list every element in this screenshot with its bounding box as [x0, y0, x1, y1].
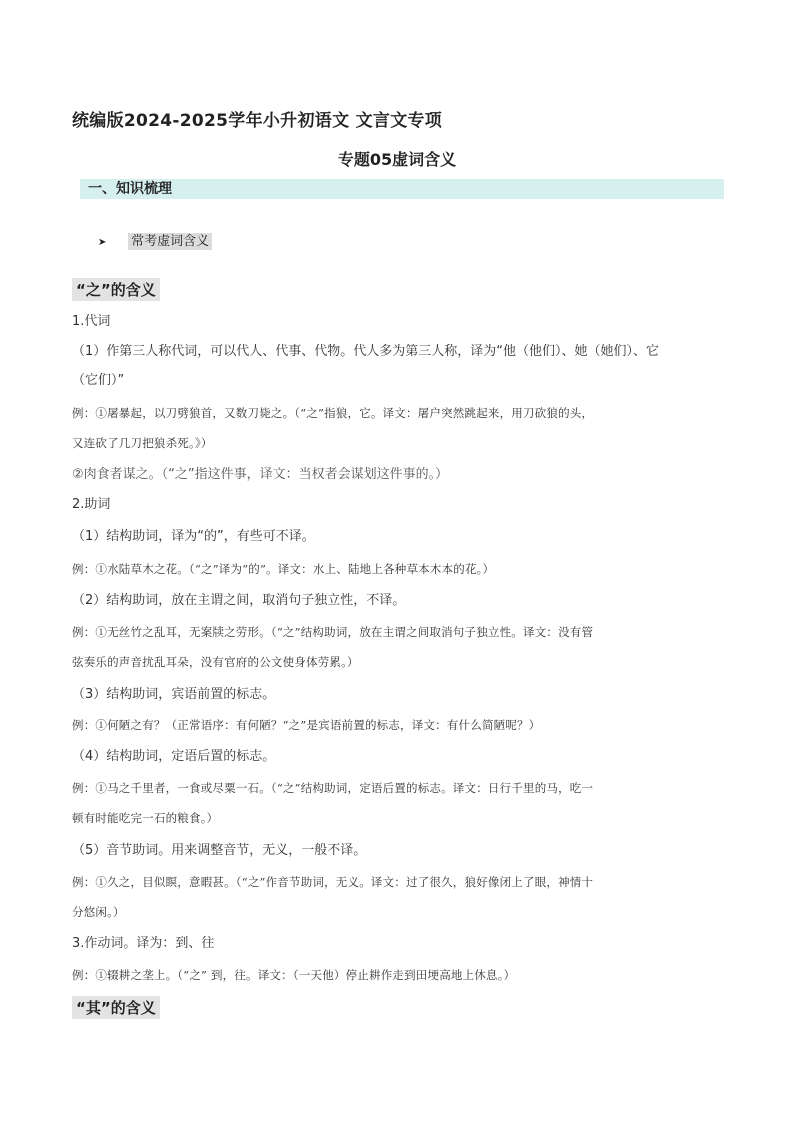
zhi-example-7a: 例：①久之，目似瞑，意暇甚。（“之”作音节助词，无义。译文：过了很久，狼好像闭上了眼，神情十: [72, 875, 594, 889]
zhi-line-2b: （它们）”: [72, 373, 125, 388]
zhi-example-6b: 顿有时能吃完一石的粮食。）: [72, 811, 219, 825]
zhi-line-5: 2.助词: [72, 497, 111, 512]
zhi-example-8: 例：①辍耕之垄上。（“之” 到，往。译文：（一天他）停止耕作走到田埂高地上休息。）: [72, 968, 516, 982]
zhi-line-6: （1）结构助词，译为“的”，有些可不译。: [72, 529, 315, 544]
zhi-example-4a: 例：①无丝竹之乱耳，无案牍之劳形。（“之”结构助词，放在主谓之间取消句子独立性。译文：没有管: [72, 625, 594, 639]
zhi-line-10: （3）结构助词，宾语前置的标志。: [72, 687, 276, 702]
zhi-line-1: 1.代词: [72, 314, 111, 329]
zhi-line-16: 3.作动词。译为：到、往: [72, 936, 215, 951]
zhi-heading-block: [72, 278, 732, 301]
zhi-line-2a: （1）作第三人称代词，可以代人、代事、代物。代人多为第三人称，译为“他（他们）、她（她们）、它: [72, 344, 660, 359]
bullet-item: [98, 232, 212, 253]
zhi-example-4b: 弦奏乐的声音扰乱耳朵，没有官府的公文使身体劳累。）: [72, 655, 359, 669]
zhi-example-6a: 例：①马之千里者，一食或尽粟一石。（“之”结构助词，定语后置的标志。译文：日行千里的马，吃一: [72, 781, 594, 795]
zhi-example-7b: 分悠闲。）: [72, 905, 125, 919]
zhi-line-12: （4）结构助词，定语后置的标志。: [72, 749, 276, 764]
arrow-bullet-icon: ➤: [98, 237, 107, 248]
zhi-heading: “之”的含义: [72, 278, 160, 301]
zhi-example-3: 例：①水陆草木之花。（“之”译为“的”。译文：水上、陆地上各种草本木本的花。）: [72, 562, 495, 576]
zhi-example-5: 例：①何陋之有？（正常语序：有何陋？“之”是宾语前置的标志，译文：有什么简陋呢？）: [72, 718, 541, 732]
document-title: 统编版2024-2025学年小升初语文 文言文专项: [72, 111, 443, 131]
qi-heading-block: [72, 996, 732, 1019]
zhi-example-1a: 例：①屠暴起，以刀劈狼首，又数刀毙之。（“之”指狼，它。译文：屠户突然跳起来，用刀砍狼的头，: [72, 406, 594, 420]
zhi-example-2: ②肉食者谋之。（“之”指这件事，译文：当权者会谋划这件事的。）: [72, 467, 449, 482]
topic-title: 专题05虚词含义: [337, 150, 457, 169]
qi-heading: “其”的含义: [72, 996, 160, 1019]
section-heading-bar: 一、知识梳理: [80, 179, 724, 199]
zhi-example-1b: 又连砍了几刀把狼杀死。》）: [72, 436, 213, 450]
zhi-line-8: （2）结构助词，放在主谓之间，取消句子独立性，不译。: [72, 593, 406, 608]
zhi-line-14: （5）音节助词。用来调整音节，无义，一般不译。: [72, 843, 367, 858]
bullet-label: 常考虚词含义: [128, 233, 212, 250]
